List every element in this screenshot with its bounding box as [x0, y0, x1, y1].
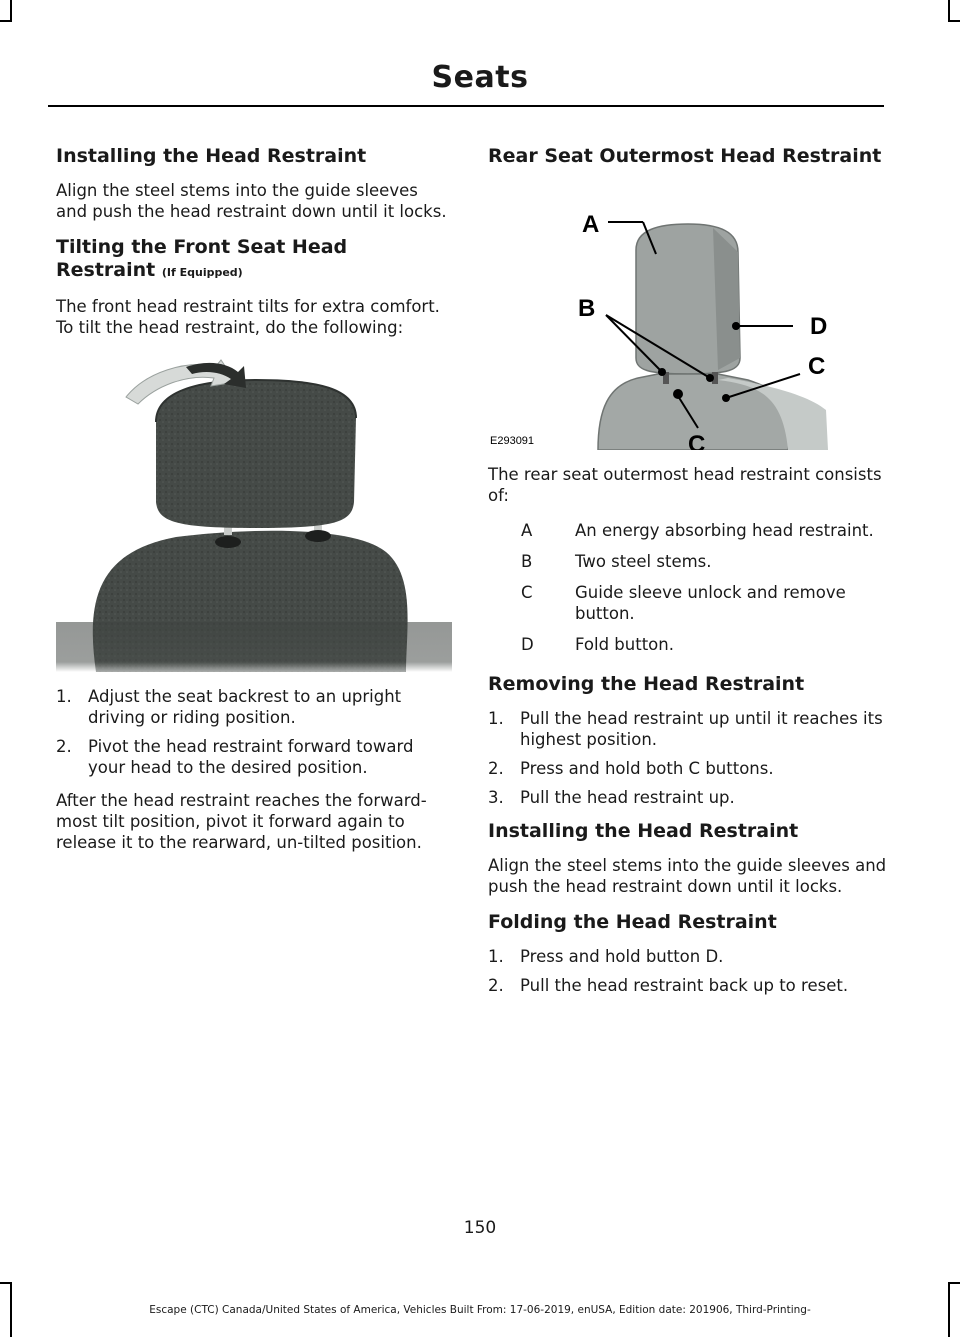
remove-heading: Removing the Head Restraint — [488, 673, 805, 695]
legend-item — [488, 551, 888, 572]
header-rule — [48, 105, 884, 107]
crop-mark — [948, 0, 950, 22]
step-number: 3. — [488, 788, 504, 807]
edition-footer: Escape (CTC) Canada/United States of America, Vehicles Built From: 17-06-2019, enUSA, Edition date: 201906, Third-Printing- — [149, 1304, 811, 1316]
remove-steps — [488, 708, 888, 808]
step-text: Pull the head restraint up. — [520, 788, 735, 807]
list-item — [488, 758, 888, 779]
list-item — [488, 787, 888, 808]
callout-a: A — [582, 211, 600, 238]
list-item — [488, 975, 888, 996]
legend-item — [488, 582, 888, 624]
front-head-restraint-figure — [56, 352, 452, 672]
legend-key: D — [521, 635, 534, 654]
step-text: Press and hold button D. — [520, 947, 724, 966]
tilt-intro: The front head restraint tilts for extra comfort. To tilt the head restraint, do the following: — [56, 297, 440, 337]
callout-c-bottom: C — [688, 431, 706, 450]
right-column — [488, 145, 888, 1008]
step-text: Adjust the seat backrest to an upright driving or riding position. — [88, 687, 402, 727]
list-item — [488, 946, 888, 967]
step-number: 2. — [56, 737, 72, 756]
tilt-steps — [56, 686, 452, 778]
callout-b: B — [578, 295, 596, 322]
section-title: Seats — [431, 60, 529, 95]
legend-desc: Fold button. — [575, 635, 674, 654]
page-number: 150 — [463, 1218, 497, 1238]
callout-c-right: C — [808, 353, 826, 380]
rear-head-restraint-figure — [488, 180, 888, 450]
crop-mark — [948, 20, 960, 22]
step-text: Pull the head restraint back up to reset. — [520, 976, 849, 995]
step-number: 2. — [488, 976, 504, 995]
install-text: Align the steel stems into the guide sleeves and push the head restraint down until it locks. — [56, 181, 447, 221]
legend-item — [488, 634, 888, 655]
crop-mark — [0, 1282, 12, 1284]
legend-list — [488, 520, 888, 655]
install-heading: Installing the Head Restraint — [56, 145, 367, 167]
tilt-heading-text: Tilting the Front Seat Head Restraint — [56, 236, 348, 281]
step-number: 2. — [488, 759, 504, 778]
crop-mark — [0, 20, 12, 22]
legend-desc: Two steel stems. — [575, 552, 712, 571]
step-text: Pivot the head restraint forward toward your head to the desired position. — [88, 737, 414, 777]
list-item — [56, 686, 452, 728]
step-number: 1. — [56, 687, 72, 706]
install-heading-right: Installing the Head Restraint — [488, 820, 799, 842]
list-item — [56, 736, 452, 778]
step-number: 1. — [488, 709, 504, 728]
left-column — [56, 145, 452, 867]
list-item — [488, 708, 888, 750]
legend-desc: Guide sleeve unlock and remove button. — [575, 583, 846, 623]
legend-key: A — [521, 521, 533, 540]
fold-heading: Folding the Head Restraint — [488, 911, 777, 933]
fold-steps — [488, 946, 888, 996]
crop-mark — [10, 0, 12, 22]
legend-key: C — [521, 583, 533, 602]
step-text: Press and hold both C buttons. — [520, 759, 774, 778]
step-text: Pull the head restraint up until it reaches its highest position. — [520, 709, 883, 749]
callout-d: D — [810, 313, 828, 340]
after-text: After the head restraint reaches the forward-most tilt position, pivot it forward again to release it to the rearward, un-tilted position. — [56, 791, 427, 852]
step-number: 1. — [488, 947, 504, 966]
legend-key: B — [521, 552, 533, 571]
legend-item — [488, 520, 888, 541]
figure-code: E293091 — [490, 435, 535, 447]
crop-mark — [948, 1282, 960, 1284]
install-text-right: Align the steel stems into the guide sleeves and push the head restraint down until it locks. — [488, 856, 887, 896]
legend-desc: An energy absorbing head restraint. — [575, 521, 874, 540]
rear-heading: Rear Seat Outermost Head Restraint — [488, 145, 882, 167]
consists-text: The rear seat outermost head restraint consists of: — [488, 465, 882, 505]
tilt-heading-note: (If Equipped) — [161, 266, 243, 279]
tilt-heading — [56, 236, 452, 284]
front-head-restraint-illustration — [56, 352, 452, 672]
rear-head-restraint-illustration — [488, 180, 888, 450]
